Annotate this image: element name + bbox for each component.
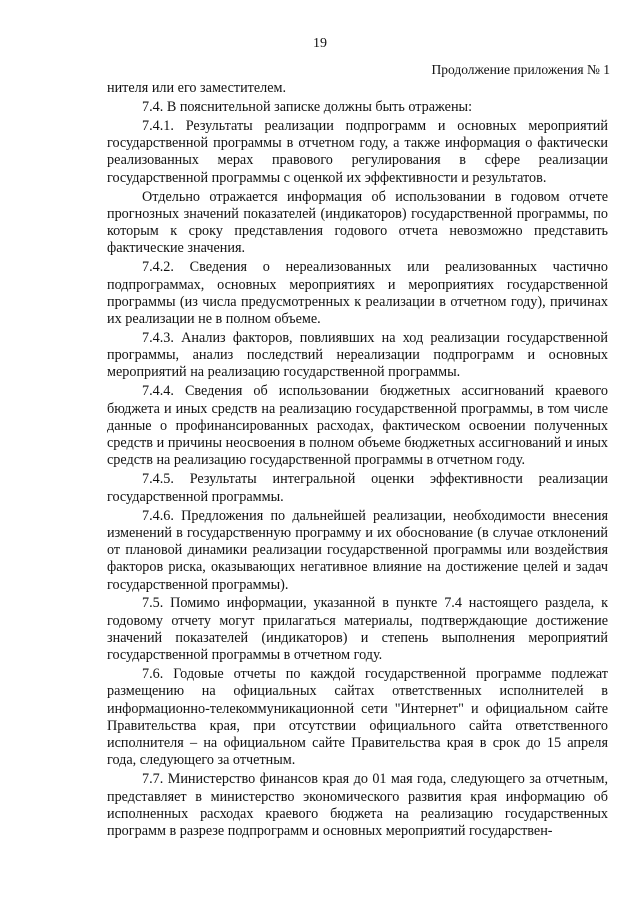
paragraph-7-4-1-note: Отдельно отражается информация об использовании в годовом отчете прогнозных значений показателей (индикаторов) государственной программы, по которым к сроку представления годового отчета невозможно представить фактические значения. — [107, 188, 608, 257]
paragraph-7-4: 7.4. В пояснительной записке должны быть отражены: — [142, 98, 473, 115]
paragraph-7-5: 7.5. Помимо информации, указанной в пункте 7.4 настоящего раздела, к годовому отчету могут прилагаться материалы, подтверждающие достижение значений показателей (индикаторов) и степень выполнения мероприятий государственной программы в отчетном году. — [107, 595, 608, 664]
paragraph-continuation: нителя или его заместителем. — [107, 80, 287, 96]
document-body — [107, 80, 608, 842]
paragraph-7-4-3: 7.4.3. Анализ факторов, повлиявших на ход реализации государственной программы, анализ последствий нереализации подпрограмм и основных мероприятий на реализацию государственной программы. — [107, 329, 608, 381]
paragraph-7-4-6: 7.4.6. Предложения по дальнейшей реализации, необходимости внесения изменений в государственную программу и их обоснование (в случае отклонений от плановой динамики реализации государственной программы или воздействия факторов риска, оказывающих негативное влияние на достижение целей и задач государственной программы). — [107, 507, 608, 593]
paragraph-7-7: 7.7. Министерство финансов края до 01 мая года, следующего за отчетным, представляет в министерство экономического развития края информацию об исполненных расходах краевого бюджета на реализацию государственных программ в разрезе подпрограмм и основных мероприятий государствен- — [107, 771, 608, 840]
paragraph-7-6: 7.6. Годовые отчеты по каждой государственной программе подлежат размещению на официальных сайтах ответственных исполнителей в информационно-телекоммуникационной сети "Интернет" и официальном сайте Правительства края, при отсутствии официального сайта ответственного исполнителя – на официальном сайте Правительства края в срок до 15 апреля года, следующего за отчетным. — [107, 666, 608, 769]
paragraph-7-4-2: 7.4.2. Сведения о нереализованных или реализованных частично подпрограммах, основных мероприятиях и мероприятиях государственной программы (из числа предусмотренных к реализации в отчетном году), причинах их реализации не в полном объеме. — [107, 259, 608, 327]
page-number: 19 — [313, 36, 327, 51]
appendix-continuation-note: Продолжение приложения № 1 — [431, 62, 610, 77]
paragraph-7-4-4: 7.4.4. Сведения об использовании бюджетных ассигнований краевого бюджета и иных средств на реализацию государственной программы, в том числе данные о профинансированных расходах, фактическом освоении полученных средств и причины неосвоения в полном объеме бюджетных ассигнований и иных средств на реализацию государственной программы в отчетном году. — [107, 383, 608, 469]
paragraph-7-4-1: 7.4.1. Результаты реализации подпрограмм и основных мероприятий государственной программы в отчетном году, а также информация о фактически реализованных мерах правового регулирования в сфере реализации государственной программы с оценкой их эффективности и результатов. — [107, 117, 608, 186]
paragraph-7-4-5: 7.4.5. Результаты интегральной оценки эффективности реализации государственной программы. — [107, 471, 608, 505]
